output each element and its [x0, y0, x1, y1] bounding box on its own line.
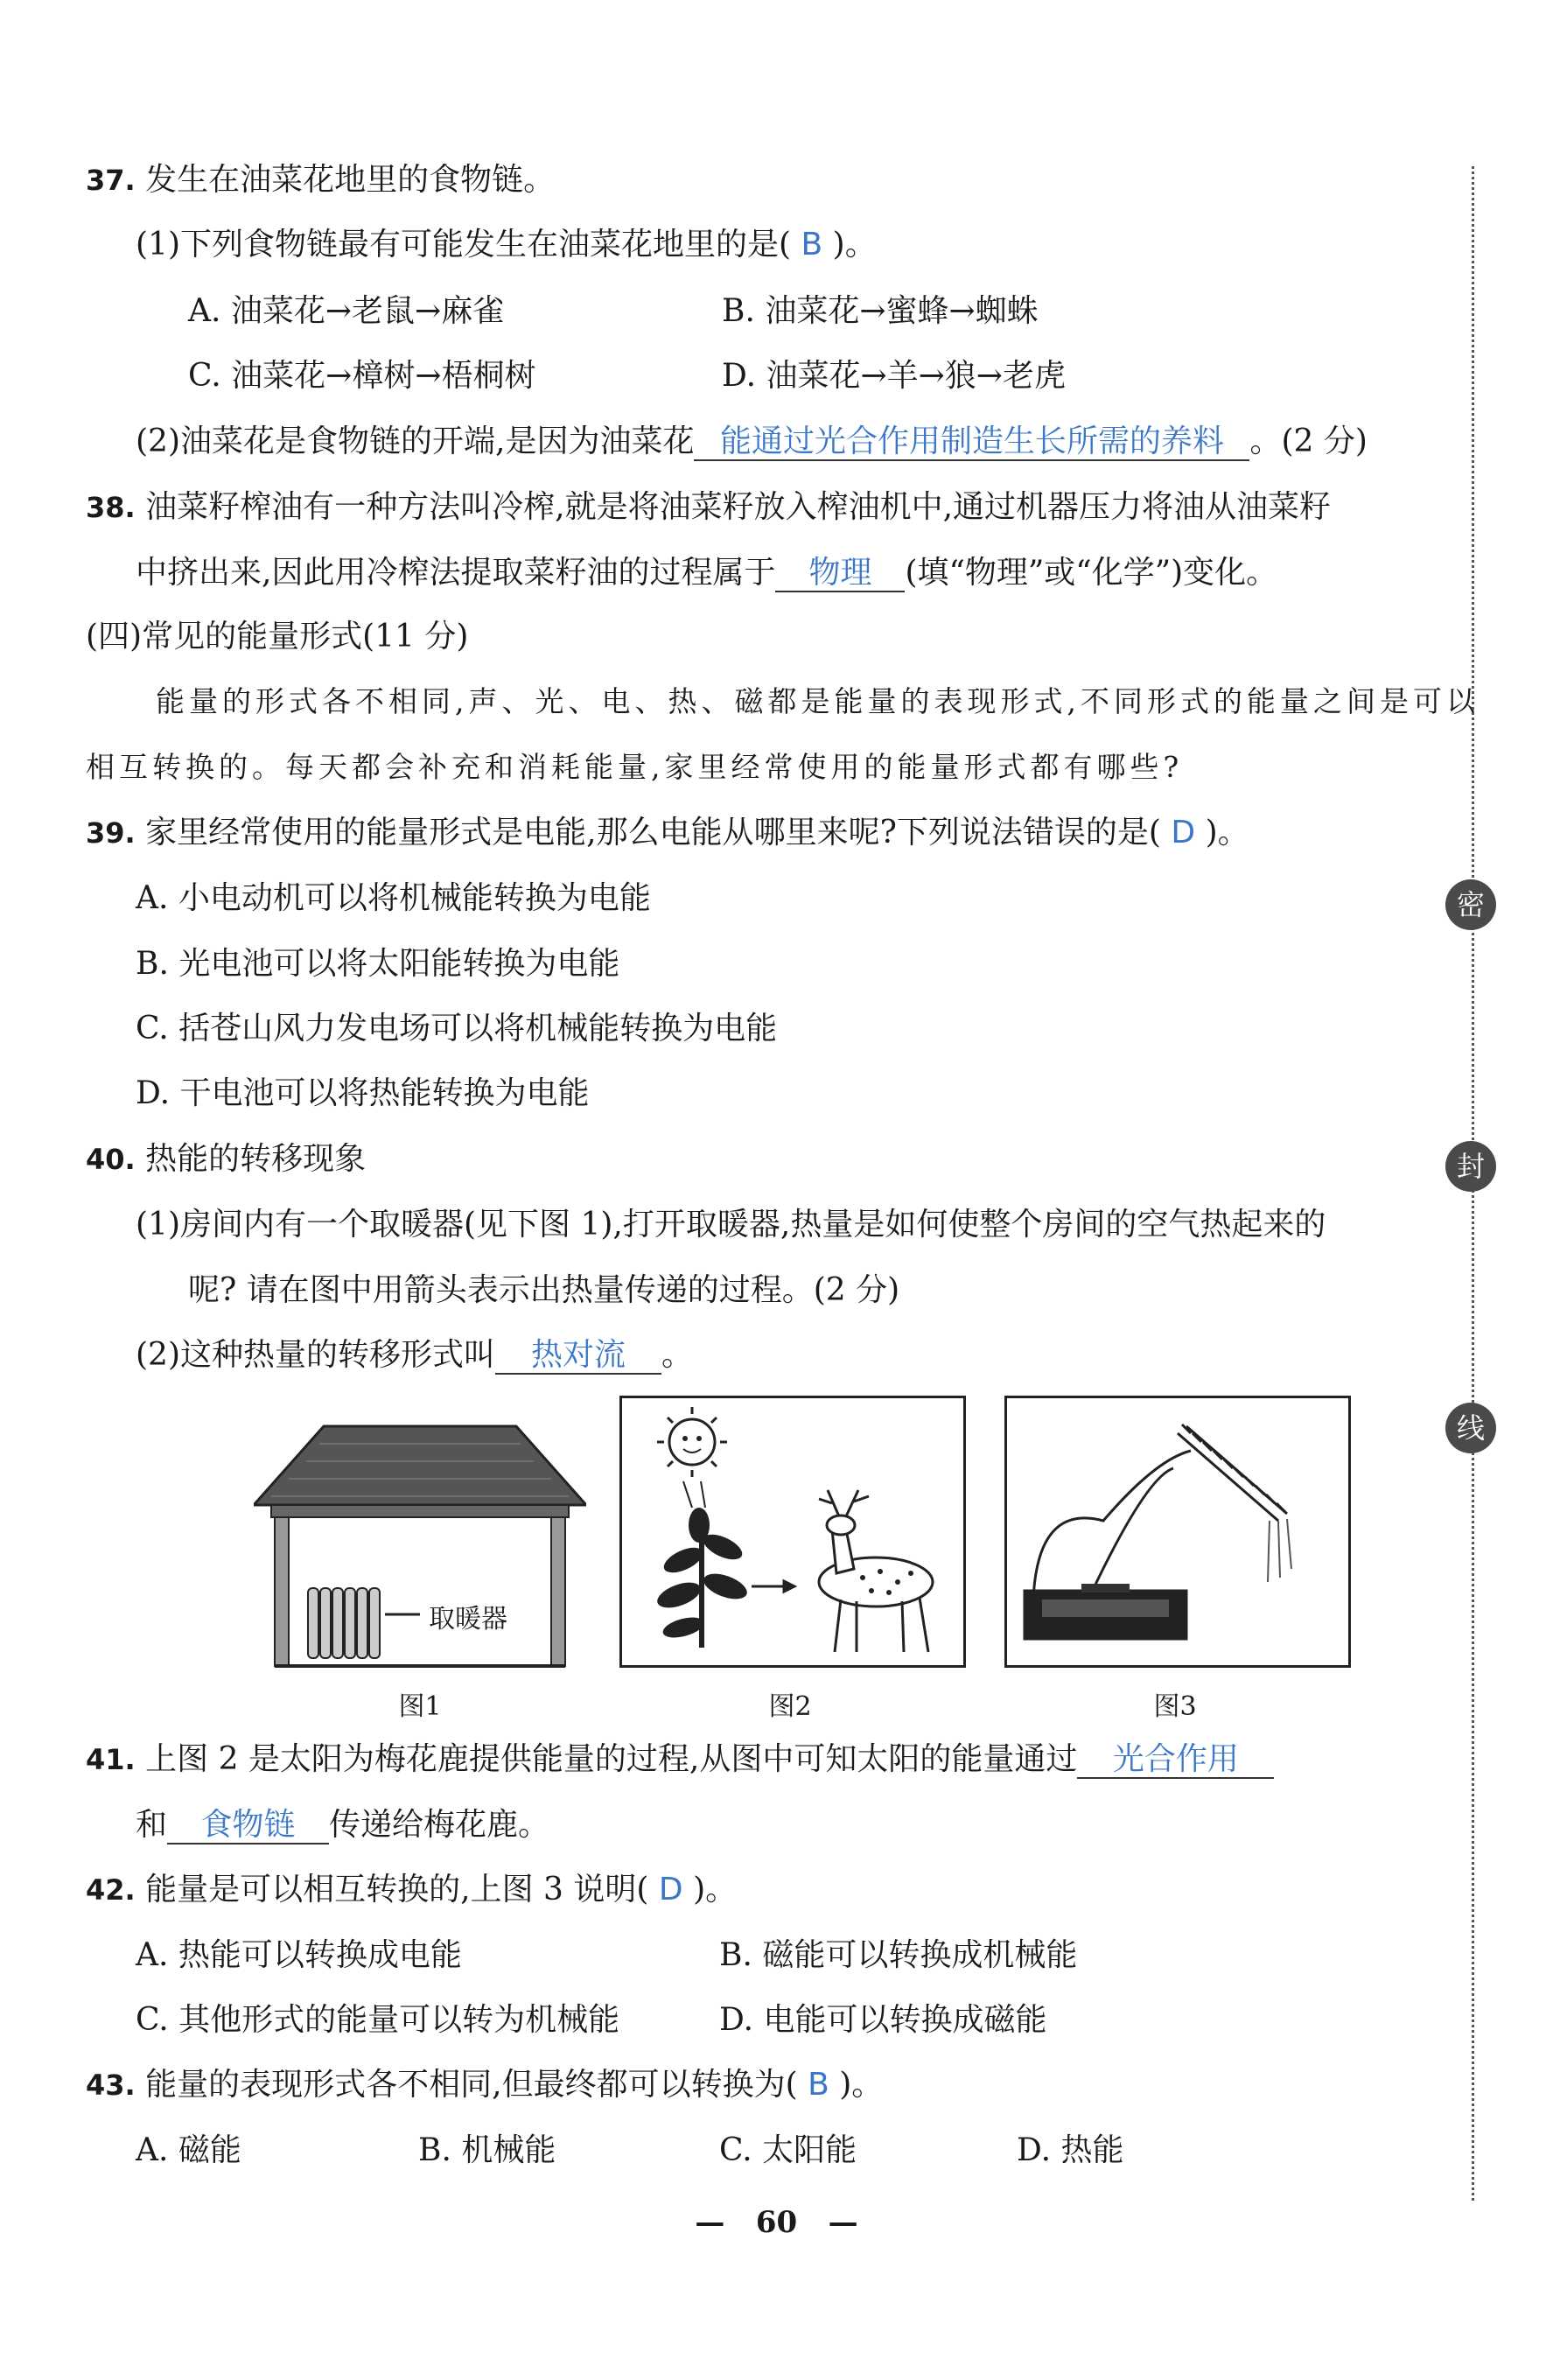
section-intro-2: 相互转换的。每天都会补充和消耗能量,家里经常使用的能量形式都有哪些?	[86, 750, 1184, 784]
q41-line2: 和 食物链 传递给梅花鹿。	[136, 1807, 550, 1843]
figure-3-caption: 图3	[1153, 1691, 1197, 1722]
figure-2-caption: 图2	[768, 1691, 812, 1722]
figure-1-caption: 图1	[398, 1691, 442, 1722]
q37-option-d: D. 油菜花→羊→狼→老虎	[722, 358, 1066, 394]
q38-line2: 中挤出来,因此用冷榨法提取菜籽油的过程属于 物理 (填“物理”或“化学”)变化。	[136, 555, 1278, 591]
plant-icon	[654, 1508, 750, 1648]
q40-part1-line1: (1)房间内有一个取暖器(见下图 1),打开取暖器,热量是如何使整个房间的空气热起来的	[136, 1207, 1326, 1242]
q42-option-c: C. 其他形式的能量可以转为机械能	[136, 2002, 620, 2038]
q40-stem: 40. 热能的转移现象	[86, 1141, 367, 1177]
seal-xian: 线	[1445, 1403, 1496, 1453]
house-heater-illustration	[254, 1418, 586, 1671]
q42-answer[interactable]: D	[658, 1872, 683, 1908]
q39-option-b: B. 光电池可以将太阳能转换为电能	[136, 946, 620, 982]
deer-icon	[819, 1490, 933, 1652]
q37-answer-2[interactable]: 能通过光合作用制造生长所需的养料	[694, 424, 1249, 461]
q41-answer-1[interactable]: 光合作用	[1077, 1742, 1274, 1779]
section-intro-1: 能量的形式各不相同,声、光、电、热、磁都是能量的表现形式,不同形式的能量之间是可以	[156, 684, 1480, 718]
q37-option-b: B. 油菜花→蜜蜂→蜘蛛	[722, 293, 1039, 329]
q39-option-a: A. 小电动机可以将机械能转换为电能	[136, 880, 651, 916]
q37-answer-1[interactable]: B	[801, 227, 823, 262]
figure-3[interactable]	[1004, 1396, 1351, 1668]
q43-stem: 43. 能量的表现形式各不相同,但最终都可以转换为( B )。	[86, 2067, 884, 2103]
q42-option-a: A. 热能可以转换成电能	[136, 1937, 462, 1973]
q37-option-c: C. 油菜花→樟树→梧桐树	[188, 358, 536, 394]
q42-stem: 42. 能量是可以相互转换的,上图 3 说明( D )。	[86, 1872, 738, 1908]
coil-icon	[1178, 1424, 1287, 1521]
figure-2[interactable]	[619, 1396, 966, 1668]
figure-1[interactable]	[254, 1418, 586, 1671]
q39-answer[interactable]: D	[1171, 815, 1196, 850]
heater-label: 取暖器	[429, 1604, 507, 1634]
q40-part2: (2)这种热量的转移形式叫 热对流 。	[136, 1337, 694, 1373]
q37-part1: (1)下列食物链最有可能发生在油菜花地里的是( B )。	[136, 227, 877, 262]
seal-feng: 封	[1445, 1141, 1496, 1192]
q37-stem: 37. 发生在油菜花地里的食物链。	[86, 162, 556, 198]
q40-answer[interactable]: 热对流	[495, 1338, 661, 1375]
q40-part1-line2: 呢? 请在图中用箭头表示出热量传递的过程。(2 分)	[188, 1272, 900, 1308]
q39-stem: 39. 家里经常使用的能量形式是电能,那么电能从哪里来呢?下列说法错误的是( D )。	[86, 815, 1249, 850]
q41-answer-2[interactable]: 食物链	[167, 1808, 329, 1844]
q43-option-c: C. 太阳能	[719, 2132, 857, 2168]
sun-icon	[657, 1407, 727, 1477]
q43-option-b: B. 机械能	[418, 2132, 556, 2168]
q42-option-d: D. 电能可以转换成磁能	[719, 2002, 1047, 2038]
q43-option-a: A. 磁能	[136, 2132, 241, 2168]
q39-option-c: C. 括苍山风力发电场可以将机械能转换为电能	[136, 1011, 778, 1046]
section-title: (四)常见的能量形式(11 分)	[86, 619, 469, 654]
q38-line1: 38. 油菜籽榨油有一种方法叫冷榨,就是将油菜籽放入榨油机中,通过机器压力将油从油菜籽	[86, 489, 1332, 525]
sun-plant-deer-illustration	[622, 1398, 963, 1665]
q41-line1: 41. 上图 2 是太阳为梅花鹿提供能量的过程,从图中可知太阳的能量通过 光合作用	[86, 1740, 1274, 1780]
page-number: — 60 —	[695, 2205, 858, 2240]
q37-option-a: A. 油菜花→老鼠→麻雀	[188, 293, 505, 329]
q37-part2: (2)油菜花是食物链的开端,是因为油菜花 能通过光合作用制造生长所需的养料 。(2 分)	[136, 424, 1368, 459]
q42-option-b: B. 磁能可以转换成机械能	[719, 1937, 1078, 1973]
q39-option-d: D. 干电池可以将热能转换为电能	[136, 1075, 590, 1111]
battery-coil-illustration	[1007, 1398, 1348, 1665]
battery-icon	[1025, 1584, 1186, 1639]
q43-option-d: D. 热能	[1017, 2132, 1124, 2168]
q38-answer[interactable]: 物理	[775, 556, 905, 592]
seal-mi: 密	[1445, 879, 1496, 930]
q43-answer[interactable]: B	[808, 2067, 829, 2103]
